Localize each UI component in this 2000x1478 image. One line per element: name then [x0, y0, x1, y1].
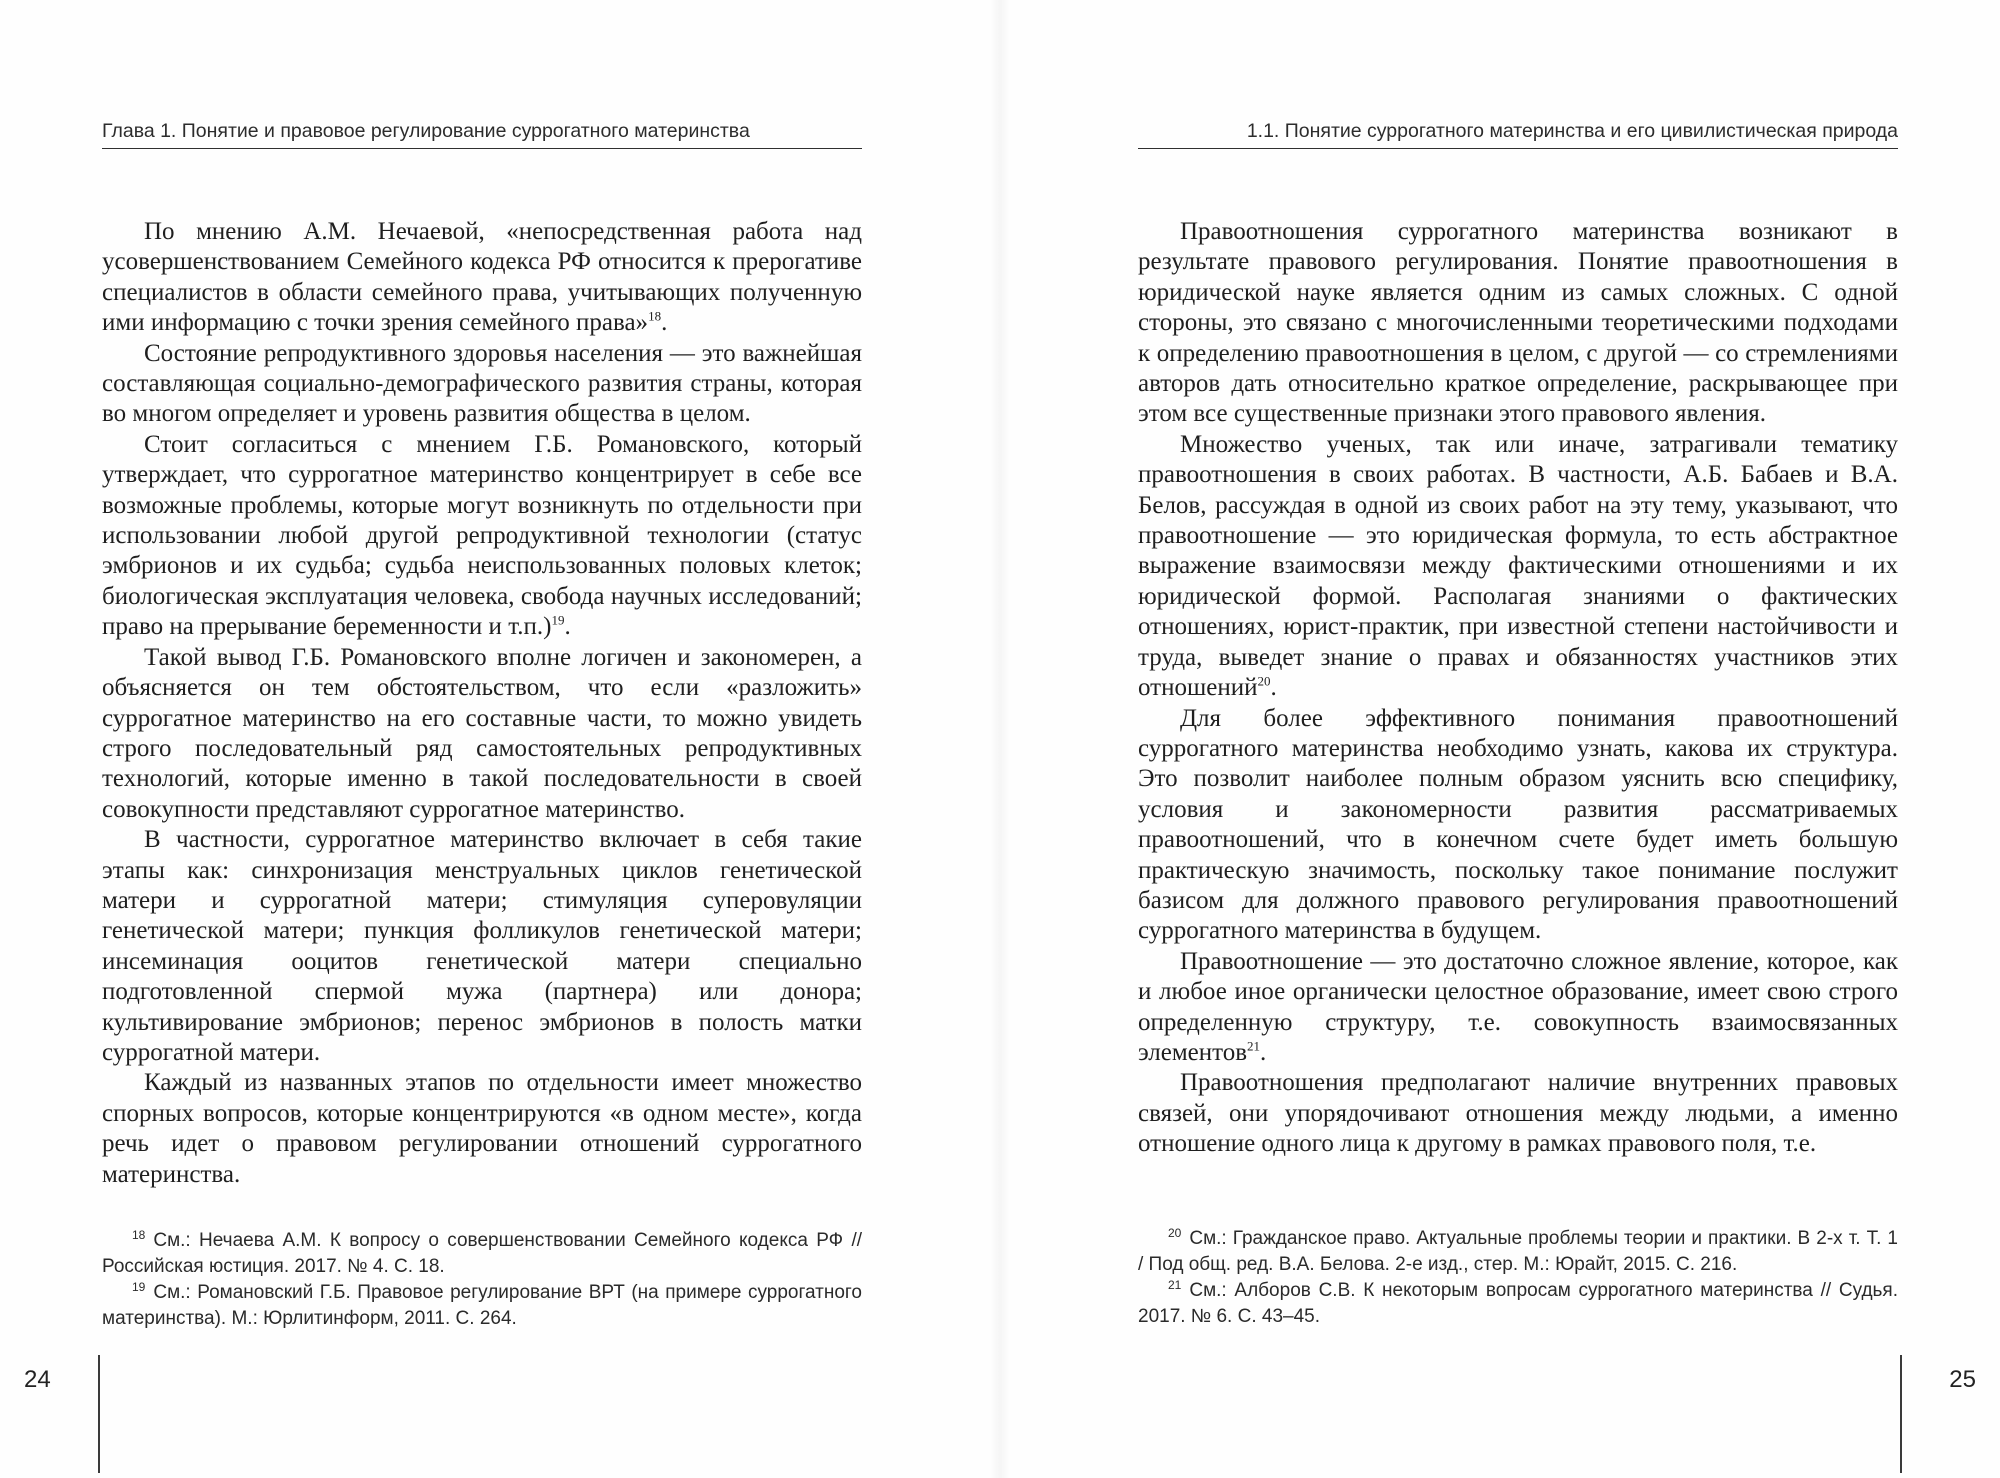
paragraph: [102, 430, 862, 643]
footnote-number: 21: [1168, 1277, 1182, 1292]
paragraph-text: Стоит согласиться с мнением Г.Б. Романовского, который утверждает, что суррогатное материнство концентрирует в себе все возможные проблемы, которые могут возникнуть по отдельности при использовании любой другой репродуктивной технологии (статус эмбрионов и их судьба; судьба неиспользованных половых клеток; биологическая эксплуатация человека, свобода научных исследований; право на прерывание беременности и т.п.): [102, 430, 862, 641]
paragraph: [1138, 704, 1898, 947]
right-page-number: 25: [1949, 1366, 1976, 1393]
right-page: [1000, 0, 2000, 1478]
paragraph-text: Правоотношения предполагают наличие внутренних правовых связей, они упорядочивают отношения между людьми, а именно отношение одного лица к другому в рамках правового поля, т.е.: [1138, 1069, 1898, 1158]
footnote-text: См.: Алборов С.В. К некоторым вопросам суррогатного материнства // Судья. 2017. № 6. С. 43–45.: [1138, 1280, 1898, 1327]
footnote-number: 18: [132, 1227, 146, 1242]
footnote-ref: 19: [551, 612, 565, 628]
paragraph-text: Такой вывод Г.Б. Романовского вполне логичен и закономерен, а объясняется он тем обстоятельством, что если «разложить» суррогатное материнство на его составные части, то можно увидеть строго последовательный ряд самостоятельных репродуктивных технологий, которые именно в такой последовательности в своей совокупности представляют суррогатное материнство.: [102, 643, 862, 823]
left-footnotes: [102, 1228, 862, 1332]
left-margin-rule: [98, 1355, 100, 1473]
paragraph-text: По мнению А.М. Нечаевой, «непосредственная работа над усовершенствованием Семейного кодекса РФ относится к прерогативе специалистов в области семейного права, учитывающих полученную ими информацию с точки зрения семейного права»: [102, 218, 862, 337]
footnote-text: См.: Гражданское право. Актуальные проблемы теории и практики. В 2-х т. Т. 1 / Под общ. ред. В.А. Белова. 2-е изд., стер. М.: Юрайт, 2015. С. 216.: [1138, 1228, 1898, 1275]
paragraph-tail: .: [564, 613, 571, 641]
paragraph-text: Правоотношения суррогатного материнства возникают в результате правового регулирования. Понятие правоотношения в юридической науке является одним из самых сложных. С одной стороны, это связано с многочисленными теоретическими подходами к определению правоотношения в целом, с другой — со стремлениями авторов дать относительно краткое определение, раскрывающее при этом все существенные признаки этого правового явления.: [1138, 218, 1898, 428]
paragraph: [102, 643, 862, 825]
right-body-text: [1138, 217, 1898, 1160]
footnote: [102, 1228, 862, 1280]
paragraph-text: В частности, суррогатное материнство включает в себя такие этапы как: синхронизация менструальных циклов генетической матери и суррогатной матери; стимуляция суперовуляции генетической матери; пункция фолликулов генетической матери; инсеминация ооцитов генетической матери специально подготовленной спермой мужа (партнера) или донора; культивирование эмбрионов; перенос эмбрионов в полость матки суррогатной матери.: [102, 826, 862, 1066]
paragraph: [102, 825, 862, 1068]
paragraph: [102, 339, 862, 430]
paragraph-tail: .: [1270, 674, 1277, 702]
footnote-text: См.: Нечаева А.М. К вопросу о совершенствовании Семейного кодекса РФ // Российская юстиция. 2017. № 4. С. 18.: [102, 1230, 862, 1277]
paragraph-text: Множество ученых, так или иначе, затрагивали тематику правоотношения в своих работах. В частности, А.Б. Бабаев и В.А. Белов, рассуждая в одной из своих работ на эту тему, указывают, что правоотношение — это юридическая формула, то есть абстрактное выражение взаимосвязи между фактическими отношениями и их юридической формой. Располагая знаниями о фактических отношениях, юрист-практик, при известной степени настойчивости и труда, выведет знание о правах и обязанностях участников этих отношений: [1138, 430, 1898, 702]
paragraph: [1138, 430, 1898, 704]
right-footnotes: [1138, 1226, 1898, 1330]
paragraph: [1138, 1068, 1898, 1159]
paragraph: [102, 1068, 862, 1190]
paragraph: [102, 217, 862, 339]
left-page-number: 24: [24, 1366, 51, 1393]
left-running-head: Глава 1. Понятие и правовое регулирование суррогатного материнства: [102, 118, 862, 149]
paragraph-text: Для более эффективного понимания правоотношений суррогатного материнства необходимо узнать, какова их структура. Это позволит наиболее полным образом уяснить всю специфику, условия и закономерности развития рассматриваемых правоотношений, что в конечном счете будет иметь большую практическую значимость, поскольку такое понимание послужит базисом для должного правового регулирования правоотношений суррогатного материнства в будущем.: [1138, 704, 1898, 945]
footnote: [1138, 1278, 1898, 1330]
right-margin-rule: [1900, 1355, 1902, 1473]
footnote-ref: 21: [1247, 1038, 1261, 1054]
paragraph-text: Каждый из названных этапов по отдельности имеет множество спорных вопросов, которые концентрируются «в одном месте», когда речь идет о правовом регулировании отношений суррогатного материнства.: [102, 1069, 862, 1188]
footnote-ref: 20: [1257, 673, 1271, 689]
footnote: [102, 1280, 862, 1332]
right-running-head: 1.1. Понятие суррогатного материнства и его цивилистическая природа: [1138, 118, 1898, 149]
left-body-text: [102, 217, 862, 1190]
paragraph-text: Правоотношение — это достаточно сложное явление, которое, как и любое иное органически целостное образование, имеет свою строго определенную структуру, т.е. совокупность взаимосвязанных элементов: [1138, 947, 1898, 1066]
paragraph: [1138, 217, 1898, 430]
paragraph-tail: .: [661, 309, 668, 337]
footnote-ref: 18: [648, 308, 662, 324]
footnote: [1138, 1226, 1898, 1278]
paragraph: [1138, 947, 1898, 1069]
paragraph-text: Состояние репродуктивного здоровья населения — это важнейшая составляющая социально-демографического развития страны, которая во многом определяет и уровень развития общества в целом.: [102, 339, 862, 428]
paragraph-tail: .: [1260, 1038, 1267, 1066]
footnote-text: См.: Романовский Г.Б. Правовое регулирование ВРТ (на примере суррогатного материнства). М.: Юрлитинформ, 2011. С. 264.: [102, 1282, 862, 1329]
footnote-number: 19: [132, 1279, 146, 1294]
footnote-number: 20: [1168, 1225, 1182, 1240]
